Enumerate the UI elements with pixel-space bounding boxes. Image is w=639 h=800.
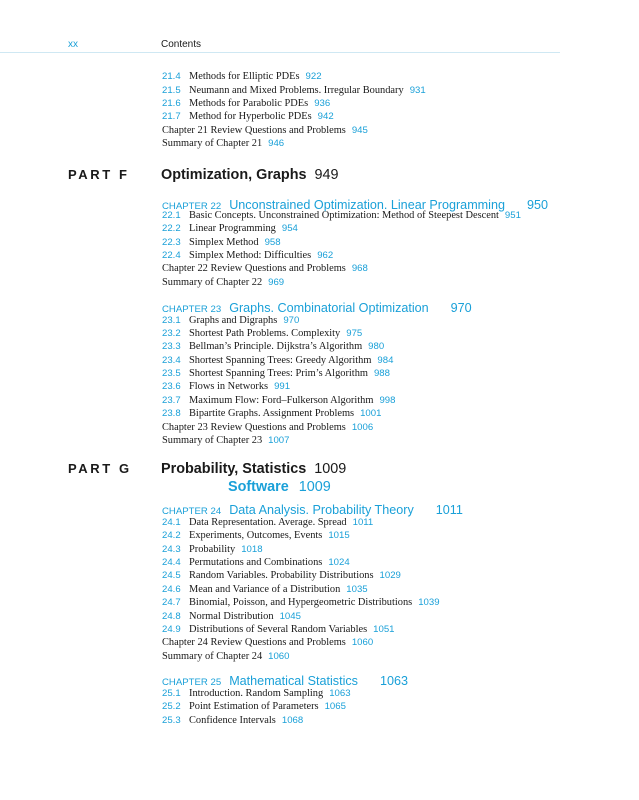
part-page: 1009 (314, 461, 347, 477)
page-header (0, 38, 560, 53)
section-title: Basic Concepts. Unconstrained Optimization: Method of Steepest Descent (189, 210, 499, 221)
section-number: 24.7 (162, 597, 181, 608)
section-page: 954 (281, 223, 298, 234)
chapter-label: CHAPTER 25 (162, 677, 222, 688)
section-page: 1051 (373, 624, 395, 635)
toc-entry[interactable] (162, 110, 334, 123)
section-number: 23.7 (162, 395, 181, 406)
chapter-label: CHAPTER 23 (162, 304, 222, 315)
section-page: 998 (379, 395, 396, 406)
section-title: Maximum Flow: Ford–Fulkerson Algorithm (189, 395, 374, 406)
section-title: Point Estimation of Parameters (189, 701, 319, 712)
section-page: 958 (264, 237, 281, 248)
section-page: 1063 (329, 688, 351, 699)
section-page: 1011 (352, 517, 374, 528)
section-page: 1018 (241, 544, 263, 555)
section-page: 962 (317, 250, 334, 261)
section-title: Confidence Intervals (189, 715, 276, 726)
section-page: 1039 (418, 597, 440, 608)
review-title: Chapter 22 Review Questions and Problems (162, 263, 346, 274)
section-title: Shortest Spanning Trees: Greedy Algorithm (189, 355, 372, 366)
section-number: 23.5 (162, 368, 181, 379)
section-page: 936 (314, 98, 331, 109)
section-number: 21.6 (162, 98, 181, 109)
running-head: Contents (161, 39, 202, 50)
section-title: Simplex Method (189, 237, 259, 248)
section-number: 22.4 (162, 250, 181, 261)
summary-title: Summary of Chapter 21 (162, 138, 263, 149)
section-number: 23.8 (162, 408, 181, 419)
section-page: 1035 (346, 584, 368, 595)
toc-entry[interactable] (162, 421, 373, 434)
summary-title: Summary of Chapter 22 (162, 277, 263, 288)
section-page: 988 (373, 368, 390, 379)
toc-entry[interactable] (162, 516, 373, 529)
toc-entry[interactable] (162, 222, 298, 235)
section-number: 22.1 (162, 210, 181, 221)
toc-entry[interactable] (162, 340, 384, 353)
review-title: Chapter 24 Review Questions and Problems (162, 637, 346, 648)
section-title: Simplex Method: Difficulties (189, 250, 312, 261)
chapter-title: Data Analysis. Probability Theory (229, 503, 414, 517)
chapter-title: Unconstrained Optimization. Linear Programming (229, 198, 505, 212)
section-number: 21.4 (162, 71, 181, 82)
chapter-title: Graphs. Combinatorial Optimization (229, 301, 429, 315)
section-number: 22.2 (162, 223, 181, 234)
toc-entry[interactable] (162, 84, 426, 97)
review-title: Chapter 21 Review Questions and Problems (162, 125, 346, 136)
toc-entry[interactable] (162, 610, 301, 623)
section-title: Linear Programming (189, 223, 276, 234)
section-page: 946 (268, 138, 285, 149)
toc-entry[interactable] (162, 636, 373, 649)
software-label: Software (228, 479, 289, 495)
toc-entry[interactable] (162, 249, 333, 262)
part-subtitle[interactable] (228, 479, 331, 495)
section-title: Neumann and Mixed Problems. Irregular Boundary (189, 85, 404, 96)
section-title: Bellman’s Principle. Dijkstra’s Algorithm (189, 341, 363, 352)
section-number: 25.3 (162, 715, 181, 726)
page-number: xx (68, 39, 78, 50)
section-page: 1015 (328, 530, 350, 541)
part-title[interactable] (161, 460, 346, 478)
section-title: Graphs and Digraphs (189, 315, 278, 326)
section-page: 970 (283, 315, 300, 326)
toc-entry[interactable] (162, 97, 330, 110)
part-title-text: Optimization, Graphs (161, 167, 307, 183)
chapter-title: Mathematical Statistics (229, 674, 358, 688)
toc-entry[interactable] (162, 354, 393, 367)
section-title: Shortest Path Problems. Complexity (189, 328, 341, 339)
section-title: Shortest Spanning Trees: Prim’s Algorithm (189, 368, 368, 379)
toc-entry[interactable] (162, 650, 289, 663)
section-page: 1060 (268, 651, 290, 662)
toc-entry[interactable] (162, 276, 284, 289)
part-page: 949 (314, 167, 339, 183)
section-page: 942 (317, 111, 334, 122)
part-title-text: Probability, Statistics (161, 461, 307, 477)
section-number: 22.3 (162, 237, 181, 248)
chapter-page: 950 (526, 198, 548, 212)
section-number: 24.6 (162, 584, 181, 595)
section-page: 951 (504, 210, 521, 221)
section-title: Method for Hyperbolic PDEs (189, 111, 312, 122)
software-page: 1009 (298, 479, 331, 495)
section-page: 969 (268, 277, 285, 288)
section-number: 23.2 (162, 328, 181, 339)
section-title: Flows in Networks (189, 381, 269, 392)
toc-entry[interactable] (162, 236, 281, 249)
section-page: 1024 (328, 557, 350, 568)
toc-entry[interactable] (162, 367, 390, 380)
section-number: 21.7 (162, 111, 181, 122)
section-title: Bipartite Graphs. Assignment Problems (189, 408, 355, 419)
chapter-page: 970 (450, 301, 472, 315)
chapter-label: CHAPTER 24 (162, 506, 222, 517)
section-title: Normal Distribution (189, 611, 274, 622)
toc-entry[interactable] (162, 687, 351, 700)
summary-title: Summary of Chapter 24 (162, 651, 263, 662)
toc-entry[interactable] (162, 327, 362, 340)
toc-entry[interactable] (162, 596, 440, 609)
chapter-label: CHAPTER 22 (162, 201, 222, 212)
section-number: 24.9 (162, 624, 181, 635)
summary-title: Summary of Chapter 23 (162, 435, 263, 446)
part-label: PART F (68, 167, 130, 182)
section-number: 24.8 (162, 611, 181, 622)
section-number: 24.5 (162, 570, 181, 581)
section-page: 991 (274, 381, 291, 392)
section-page: 1029 (379, 570, 401, 581)
toc-entry[interactable] (162, 583, 368, 596)
section-number: 25.2 (162, 701, 181, 712)
toc-entry[interactable] (162, 556, 350, 569)
toc-entry[interactable] (162, 262, 368, 275)
section-page: 1001 (360, 408, 382, 419)
chapter-page: 1063 (379, 674, 408, 688)
toc-entry[interactable] (162, 380, 290, 393)
section-number: 23.3 (162, 341, 181, 352)
section-title: Distributions of Several Random Variables (189, 624, 368, 635)
chapter-page: 1011 (435, 503, 463, 517)
section-number: 24.3 (162, 544, 181, 555)
section-number: 23.1 (162, 315, 181, 326)
toc-entry[interactable] (162, 209, 521, 222)
toc-entry[interactable] (162, 714, 303, 727)
section-title: Methods for Parabolic PDEs (189, 98, 309, 109)
section-page: 975 (346, 328, 363, 339)
section-number: 24.1 (162, 517, 181, 528)
toc-entry[interactable] (162, 394, 395, 407)
section-title: Methods for Elliptic PDEs (189, 71, 300, 82)
part-label: PART G (68, 461, 132, 476)
toc-entry[interactable] (162, 569, 401, 582)
section-number: 23.6 (162, 381, 181, 392)
section-number: 24.4 (162, 557, 181, 568)
section-page: 1068 (281, 715, 304, 726)
section-title: Data Representation. Average. Spread (189, 517, 347, 528)
section-page: 945 (351, 125, 368, 136)
section-page: 1060 (351, 637, 374, 648)
toc-entry[interactable] (162, 623, 395, 636)
section-page: 1007 (268, 435, 290, 446)
section-number: 24.2 (162, 530, 181, 541)
section-title: Permutations and Combinations (189, 557, 323, 568)
section-title: Binomial, Poisson, and Hypergeometric Distributions (189, 597, 413, 608)
section-page: 1045 (279, 611, 301, 622)
part-title[interactable] (161, 166, 339, 184)
section-page: 931 (409, 85, 426, 96)
toc-entry[interactable] (162, 124, 368, 137)
toc-entry[interactable] (162, 700, 346, 713)
section-page: 968 (351, 263, 368, 274)
section-page: 922 (305, 71, 322, 82)
section-page: 1065 (324, 701, 346, 712)
toc-entry[interactable] (162, 543, 263, 556)
toc-entry[interactable] (162, 407, 381, 420)
section-title: Probability (189, 544, 236, 555)
toc-entry[interactable] (162, 137, 284, 150)
section-title: Random Variables. Probability Distributions (189, 570, 374, 581)
section-page: 980 (368, 341, 385, 352)
review-title: Chapter 23 Review Questions and Problems (162, 422, 346, 433)
section-title: Introduction. Random Sampling (189, 688, 324, 699)
section-page: 984 (377, 355, 394, 366)
toc-entry[interactable] (162, 314, 299, 327)
toc-entry[interactable] (162, 529, 350, 542)
section-number: 21.5 (162, 85, 181, 96)
toc-entry[interactable] (162, 70, 322, 83)
section-title: Mean and Variance of a Distribution (189, 584, 341, 595)
section-page: 1006 (351, 422, 374, 433)
section-number: 23.4 (162, 355, 181, 366)
section-title: Experiments, Outcomes, Events (189, 530, 323, 541)
toc-entry[interactable] (162, 434, 289, 447)
section-number: 25.1 (162, 688, 181, 699)
